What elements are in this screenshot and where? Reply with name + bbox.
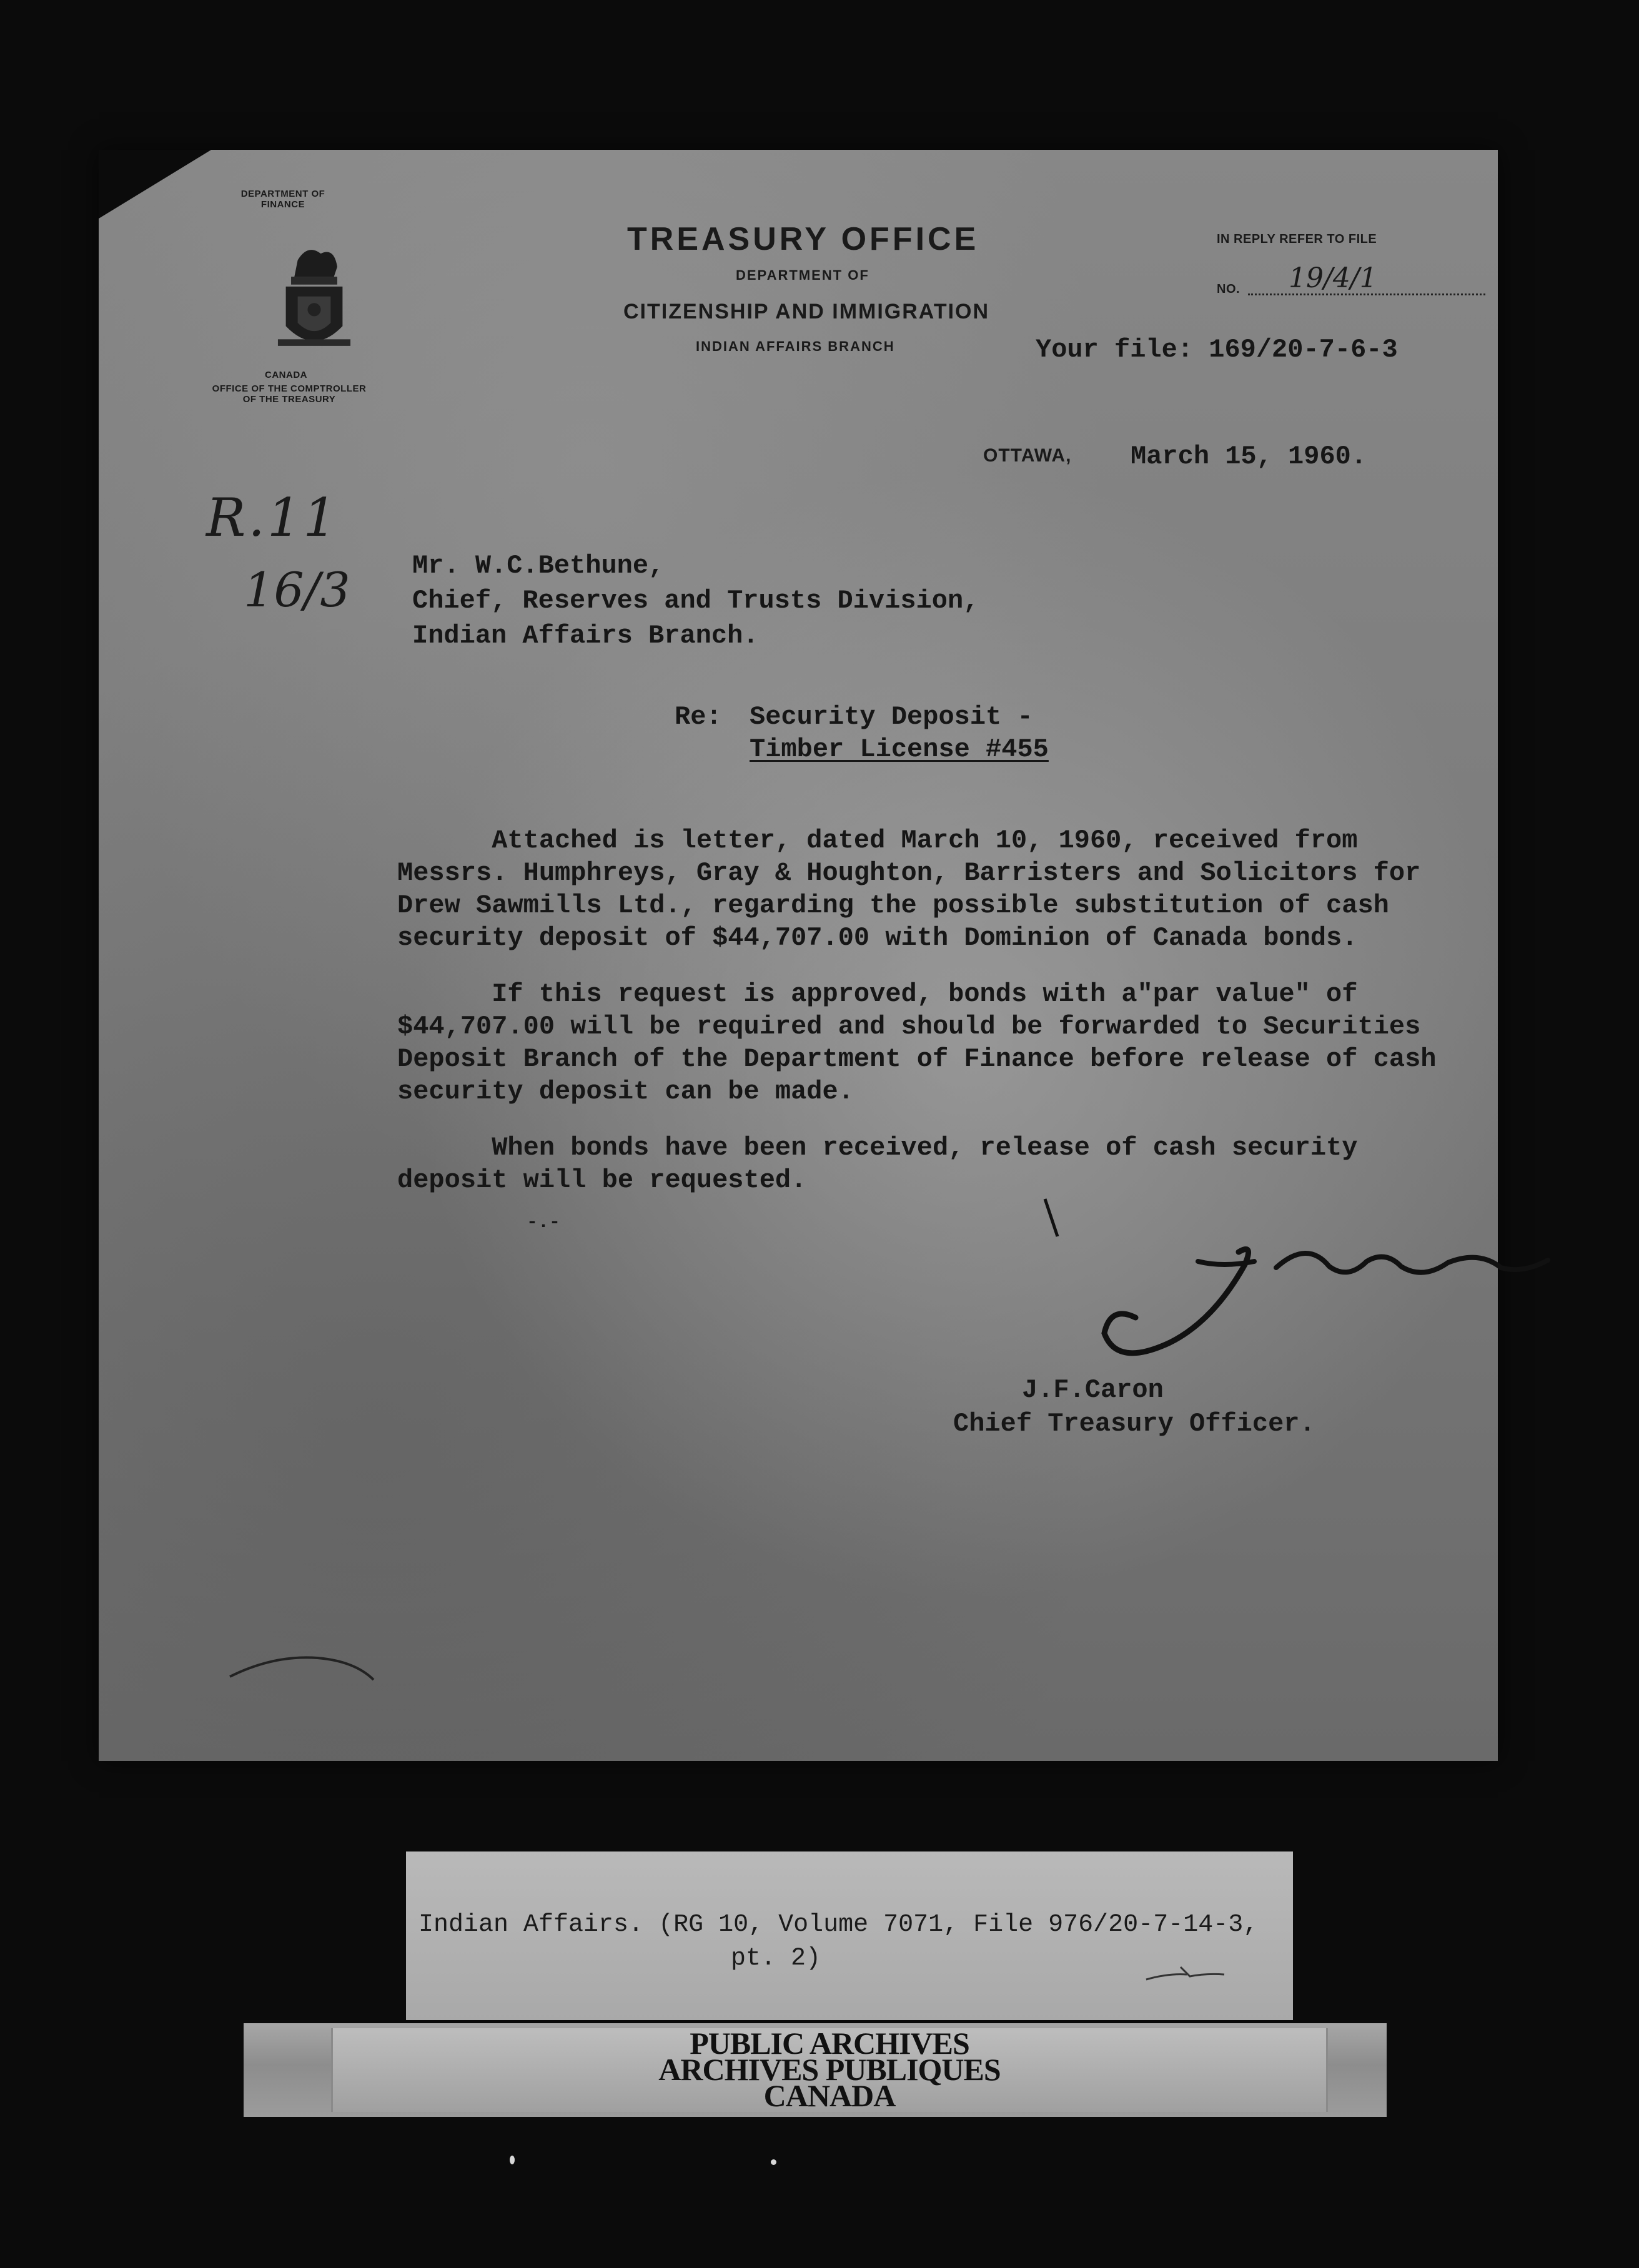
paragraph-3-line1: When bonds have been received, release of cash security bbox=[397, 1133, 1358, 1163]
date-place: OTTAWA, bbox=[983, 445, 1072, 466]
paragraph-2-line4: security deposit can be made. bbox=[397, 1077, 854, 1107]
archive-card-line2: pt. 2) bbox=[731, 1945, 821, 1973]
letterhead-title: TREASURY OFFICE bbox=[627, 221, 979, 257]
dust-speck bbox=[771, 2159, 776, 2165]
paragraph-1-line4: security deposit of $44,707.00 with Dominion of Canada bonds. bbox=[397, 923, 1358, 953]
paragraph-2-line3: Deposit Branch of the Department of Finance before release of cash bbox=[397, 1044, 1437, 1074]
paragraph-3-line2: deposit will be requested. bbox=[397, 1165, 807, 1195]
margin-note-line2: 16/3 bbox=[244, 562, 350, 618]
torn-corner bbox=[99, 150, 211, 219]
subject-re: Re: bbox=[675, 702, 722, 732]
stamp-line3: CANADA bbox=[763, 2078, 896, 2113]
paragraph-1-line2: Messrs. Humphreys, Gray & Houghton, Barristers and Solicitors for bbox=[397, 858, 1421, 888]
signatory-name: J.F.Caron bbox=[1022, 1375, 1164, 1405]
paragraph-1-line3: Drew Sawmills Ltd., regarding the possible substitution of cash bbox=[397, 890, 1389, 920]
paragraph-1-line1: Attached is letter, dated March 10, 1960, received from bbox=[397, 826, 1358, 855]
addressee-line3: Indian Affairs Branch. bbox=[412, 621, 759, 651]
signature-scrawl bbox=[929, 1180, 1554, 1386]
margin-note-line1: R.11 bbox=[206, 487, 339, 548]
archive-card-line1: Indian Affairs. (RG 10, Volume 7071, File 976/20-7-14-3, bbox=[418, 1911, 1259, 1939]
letter-page bbox=[99, 150, 1498, 1761]
file-no-label: NO. bbox=[1217, 282, 1240, 296]
reply-label: IN REPLY REFER TO FILE bbox=[1217, 232, 1377, 246]
addressee-line2: Chief, Reserves and Trusts Division, bbox=[412, 586, 979, 616]
signature-handwritten bbox=[1086, 1174, 1171, 1196]
addressee-line1: Mr. W.C.Bethune, bbox=[412, 551, 665, 581]
paragraph-2-line1: If this request is approved, bonds with a"par value" of bbox=[397, 979, 1358, 1009]
archive-stamp-strip bbox=[244, 2023, 1387, 2117]
stamp-line2: ARCHIVES PUBLIQUES bbox=[658, 2052, 1001, 2087]
pencil-initial bbox=[1143, 1961, 1230, 1986]
letterhead-dept-of: DEPARTMENT OF bbox=[736, 267, 869, 283]
enclosure-mark: -.- bbox=[527, 1212, 561, 1233]
signatory-title: Chief Treasury Officer. bbox=[953, 1409, 1315, 1439]
your-file-reference: Your file: 169/20-7-6-3 bbox=[1036, 335, 1398, 365]
letterhead-department: CITIZENSHIP AND IMMIGRATION bbox=[623, 300, 990, 323]
archive-reference-card bbox=[406, 1851, 1293, 2020]
crest-country-label: CANADA bbox=[265, 370, 307, 380]
coat-of-arms-icon bbox=[270, 240, 358, 359]
subject-line2: Timber License #455 bbox=[750, 734, 1049, 764]
dust-speck bbox=[510, 2156, 515, 2164]
stamp-line1: PUBLIC ARCHIVES bbox=[690, 2026, 969, 2061]
archive-stamp bbox=[331, 2028, 1328, 2112]
crest-office-label: OFFICE OF THE COMPTROLLER OF THE TREASURY bbox=[212, 383, 367, 405]
paragraph-2-line2: $44,707.00 will be required and should be forwarded to Securities bbox=[397, 1012, 1421, 1042]
letter-date: March 15, 1960. bbox=[1131, 441, 1367, 471]
file-number: 19/4/1 bbox=[1289, 262, 1377, 294]
pencil-mark bbox=[224, 1642, 386, 1692]
crest-top-label: DEPARTMENT OF FINANCE bbox=[240, 189, 325, 210]
subject-line1: Security Deposit - bbox=[750, 702, 1033, 732]
letterhead-branch: INDIAN AFFAIRS BRANCH bbox=[696, 338, 895, 354]
